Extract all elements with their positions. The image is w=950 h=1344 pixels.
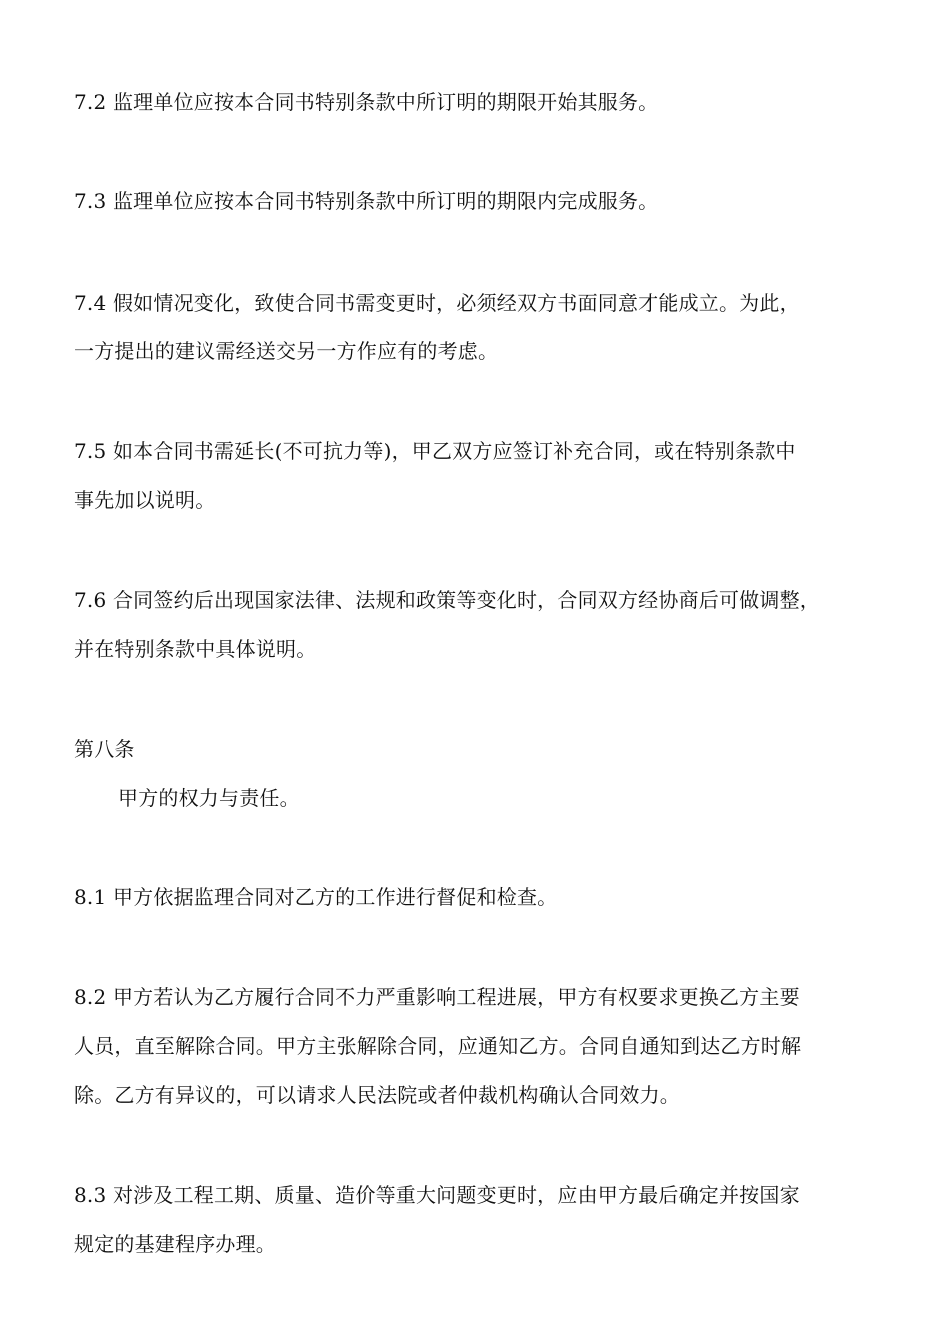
clause-7-2-line-1: 7.2 监理单位应按本合同书特别条款中所订明的期限开始其服务。 bbox=[74, 90, 659, 114]
clause-8-2-line-1: 8.2 甲方若认为乙方履行合同不力严重影响工程进展，甲方有权要求更换乙方主要 bbox=[74, 985, 800, 1009]
clause-8-2-line-3: 除。乙方有异议的，可以请求人民法院或者仲裁机构确认合同效力。 bbox=[74, 1083, 680, 1107]
clause-7-4-line-1: 7.4 假如情况变化，致使合同书需变更时，必须经双方书面同意才能成立。为此， bbox=[74, 291, 800, 315]
clause-8-2-line-2: 人员，直至解除合同。甲方主张解除合同，应通知乙方。合同自通知到达乙方时解 bbox=[74, 1034, 802, 1058]
clause-7-6-line-1: 7.6 合同签约后出现国家法律、法规和政策等变化时，合同双方经协商后可做调整， bbox=[74, 588, 820, 612]
clause-7-3-line-1: 7.3 监理单位应按本合同书特别条款中所订明的期限内完成服务。 bbox=[74, 189, 659, 213]
clause-8-3-line-2: 规定的基建程序办理。 bbox=[74, 1232, 276, 1256]
clause-8-3-line-1: 8.3 对涉及工程工期、质量、造价等重大问题变更时，应由甲方最后确定并按国家 bbox=[74, 1183, 800, 1207]
clause-7-6-line-2: 并在特别条款中具体说明。 bbox=[74, 637, 317, 661]
article-8-heading: 第八条 bbox=[74, 737, 135, 761]
clause-7-5-line-1: 7.5 如本合同书需延长(不可抗力等)，甲乙双方应签订补充合同，或在特别条款中 bbox=[74, 439, 796, 463]
clause-7-5-line-2: 事先加以说明。 bbox=[74, 488, 216, 512]
clause-8-1-line-1: 8.1 甲方依据监理合同对乙方的工作进行督促和检查。 bbox=[74, 885, 558, 909]
article-8-title: 甲方的权力与责任。 bbox=[118, 786, 300, 810]
clause-7-4-line-2: 一方提出的建议需经送交另一方作应有的考虑。 bbox=[74, 339, 499, 363]
